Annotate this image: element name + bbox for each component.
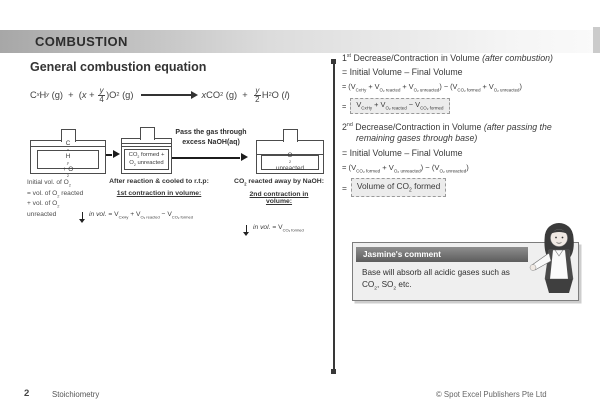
vessel-initial-mixture — [30, 140, 106, 178]
first-contraction-note — [97, 178, 221, 197]
page-number: 2 — [24, 388, 30, 399]
vessel2-label — [124, 149, 169, 170]
vessel-after-reaction — [121, 138, 172, 174]
chapter-name: Stoichiometry — [52, 390, 100, 399]
initial-volume-note — [27, 178, 83, 220]
co2-reacted-label: $CO_2$ reacted away by NaOH: — [234, 178, 324, 187]
initial-minus-final-line: = Initial Volume – Final Volume — [342, 67, 463, 78]
gas-level-line — [122, 143, 171, 144]
initial-minus-final-line: = Initial Volume – Final Volume — [342, 147, 463, 158]
result-line — [342, 178, 596, 197]
second-decrease-title-line2: remaining gases through base) — [356, 133, 478, 144]
second-result-box: Volume of $CO_2$ formed — [351, 178, 446, 197]
note-line: = vol. of $O_2$ reacted — [27, 189, 84, 198]
result-line — [342, 98, 596, 114]
formula-text: in vol. = $V_{CO_2 formed}$ — [253, 224, 304, 233]
vessel2-label-line2: $O_2$ unreacted — [129, 159, 164, 167]
vessel3-label: O 2 unreacted — [261, 155, 319, 170]
page-edge-tab — [593, 27, 600, 53]
expanded-formula-line: = $(V_{CO_2 formed} + V_{O_2 unreacted}) - (V_{O_2 unreacted})$ — [342, 162, 469, 174]
formula-text: in vol. = $V_{CxHy} + V_{O_2 reacted} - V_{CO_2 formed}$ — [89, 211, 193, 220]
vessel-stopper-icon — [140, 127, 155, 140]
chapter-title: COMBUSTION — [35, 34, 128, 49]
first-decrease-block — [342, 53, 596, 114]
gas-level-line — [122, 146, 171, 147]
jasmine-avatar-illustration — [527, 221, 587, 299]
copyright-text: © Spot Excel Publishers Pte Ltd — [436, 390, 547, 399]
second-decrease-title-line1: 2nd Decrease/Contraction in Volume (after passing the — [342, 122, 552, 132]
second-contraction-label-line1: 2nd contraction in — [249, 191, 309, 199]
right-arrow-icon — [172, 157, 240, 159]
comment-body-line2: $CO_2$, $SO_2$ etc. — [362, 280, 412, 292]
note-line: + vol. of $O_2$ — [27, 200, 60, 209]
second-contraction-note — [226, 178, 332, 205]
chapter-header-bar — [0, 30, 600, 53]
vertical-divider — [333, 61, 335, 372]
note-line: Initial vol. of $O_2$ — [27, 179, 71, 188]
pass-gas-label-line2: excess NaOH(aq) — [182, 138, 240, 146]
first-contraction-formula — [79, 211, 193, 224]
first-contraction-label: 1st contraction in volume: — [116, 190, 202, 197]
comment-body-line1: Base will absorb all acidic gases such as — [362, 268, 510, 277]
vessel1-label: C x H y + O 2 — [37, 150, 99, 169]
equals-sign: = — [342, 101, 347, 111]
first-decrease-title: 1st Decrease/Contraction in Volume (after combustion) — [342, 53, 553, 63]
vessel2-label-line1: $CO_2$ formed + — [128, 151, 165, 160]
first-result-box: $V_{CxHy} + V_{O_2 reacted} - V_{CO_2 formed}$ — [350, 98, 449, 114]
second-contraction-formula — [243, 224, 304, 237]
general-combustion-equation: C x H y (g) + ( x + $\frac{y}{4}$ )O 2 (g) x CO 2 (g) + $\frac{y}{2}$ H 2 O ( l ) — [30, 85, 290, 104]
note-line: unreacted — [27, 210, 57, 218]
comment-header: Jasmine's comment — [356, 247, 528, 262]
expanded-formula-line: = $(V_{CxHy} + V_{O_2 reacted} + V_{O_2 unreacted}) - (V_{CO_2 formed} + V_{O_2 unreacted})$ — [342, 82, 522, 93]
after-reaction-label: After reaction & cooled to r.t.p: — [109, 178, 209, 185]
vessel-stopper-icon — [283, 129, 298, 142]
right-arrow-icon — [106, 154, 112, 156]
second-contraction-label-line2: volume: — [265, 198, 293, 206]
decrease-arrow-icon — [243, 225, 250, 237]
pass-gas-label — [168, 128, 254, 148]
section-title: General combustion equation — [30, 60, 207, 74]
second-decrease-block — [342, 122, 596, 197]
vessel-after-naoh — [256, 140, 324, 174]
pass-gas-label-line1: Pass the gas through — [175, 129, 247, 136]
equals-sign: = — [342, 182, 347, 193]
decrease-arrow-icon — [79, 212, 86, 224]
